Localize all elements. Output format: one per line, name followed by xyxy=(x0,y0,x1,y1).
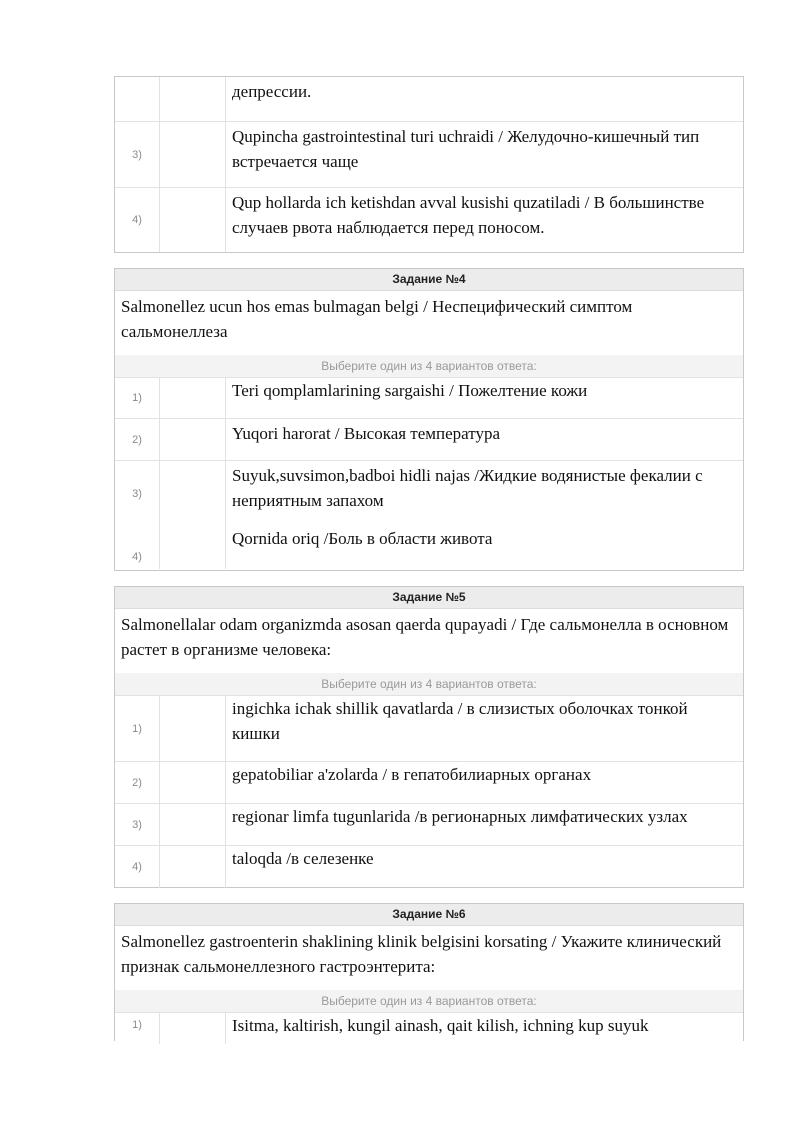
task-5 xyxy=(114,586,744,888)
answer-option[interactable] xyxy=(115,77,743,121)
option-number: 4) xyxy=(115,188,160,252)
option-text: regionar limfa tugunlarida /в регионарных лимфатических узлах xyxy=(232,807,688,826)
answer-option[interactable] xyxy=(115,187,743,252)
task-title: Задание №4 xyxy=(115,269,743,291)
answer-select-cell[interactable] xyxy=(160,188,226,252)
answer-select-cell[interactable] xyxy=(160,696,226,761)
answer-select-cell[interactable] xyxy=(160,762,226,803)
answer-select-cell[interactable] xyxy=(160,378,226,418)
option-number: 1) xyxy=(115,1013,160,1044)
question-text: Salmonellez gastroenterin shaklining klinik belgisini korsating / Укажите клинический признак сальмонеллезного гастроэнтерита: xyxy=(121,932,722,976)
option-number xyxy=(115,77,160,121)
option-number: 3) xyxy=(115,122,160,187)
answer-option[interactable] xyxy=(115,695,743,761)
answer-select-cell[interactable] xyxy=(160,461,226,526)
answer-select-cell[interactable] xyxy=(160,122,226,187)
option-number: 3) xyxy=(115,461,160,526)
option-text: Isitma, kaltirish, kungil ainash, qait kilish, ichning kup suyuk xyxy=(232,1016,649,1035)
answer-option[interactable] xyxy=(115,526,743,569)
answer-option[interactable] xyxy=(115,121,743,187)
answer-select-cell[interactable] xyxy=(160,846,226,888)
option-text: депрессии. xyxy=(232,82,312,101)
answer-option[interactable] xyxy=(115,845,743,888)
option-number: 1) xyxy=(115,696,160,761)
option-text: Yuqori harorat / Высокая температура xyxy=(232,424,501,443)
option-number: 3) xyxy=(115,804,160,845)
option-text: ingichka ichak shillik qavatlarda / в слизистых оболочках тонкой кишки xyxy=(232,699,688,743)
instruction-text: Выберите один из 4 вариантов ответа: xyxy=(115,673,743,695)
task-title: Задание №5 xyxy=(115,587,743,609)
answer-option[interactable] xyxy=(115,460,743,526)
task-6 xyxy=(114,903,744,1041)
option-text: Teri qomplamlarining sargaishi / Пожелтение кожи xyxy=(232,381,588,400)
answer-select-cell[interactable] xyxy=(160,1013,226,1044)
question-text: Salmonellalar odam organizmda asosan qaerda qupayadi / Где сальмонелла в основном растет в организме человека: xyxy=(121,615,729,659)
answer-select-cell[interactable] xyxy=(160,419,226,460)
answer-option[interactable] xyxy=(115,377,743,418)
question-text: Salmonellez ucun hos emas bulmagan belgi / Неспецифический симптом сальмонеллеза xyxy=(121,297,633,341)
option-number: 2) xyxy=(115,419,160,460)
option-number: 4) xyxy=(115,846,160,888)
answer-option[interactable] xyxy=(115,803,743,845)
answer-option[interactable] xyxy=(115,418,743,460)
task-title: Задание №6 xyxy=(115,904,743,926)
answer-select-cell[interactable] xyxy=(160,804,226,845)
option-text: taloqda /в селезенке xyxy=(232,849,374,868)
option-text: Qupincha gastrointestinal turi uchraidi / Желудочно-кишечный тип встречается чаще xyxy=(232,127,700,171)
instruction-text: Выберите один из 4 вариантов ответа: xyxy=(115,355,743,377)
option-text: Suyuk,suvsimon,badboi hidli najas /Жидкие водянистые фекалии с неприятным запахом xyxy=(232,466,703,510)
answer-option[interactable] xyxy=(115,761,743,803)
option-number: 4) xyxy=(115,526,160,569)
task-4 xyxy=(114,268,744,571)
option-text: Qup hollarda ich ketishdan avval kusishi quzatiladi / В большинстве случаев рвота наблюдается перед поносом. xyxy=(232,193,705,237)
instruction-text: Выберите один из 4 вариантов ответа: xyxy=(115,990,743,1012)
answer-select-cell[interactable] xyxy=(160,526,226,569)
option-number: 2) xyxy=(115,762,160,803)
option-number: 1) xyxy=(115,378,160,418)
option-text: Qornida oriq /Боль в области живота xyxy=(232,529,493,548)
task-3-continuation xyxy=(114,76,744,253)
answer-select-cell[interactable] xyxy=(160,77,226,121)
option-text: gepatobiliar a'zolarda / в гепатобилиарных органах xyxy=(232,765,592,784)
answer-option[interactable] xyxy=(115,1012,743,1044)
